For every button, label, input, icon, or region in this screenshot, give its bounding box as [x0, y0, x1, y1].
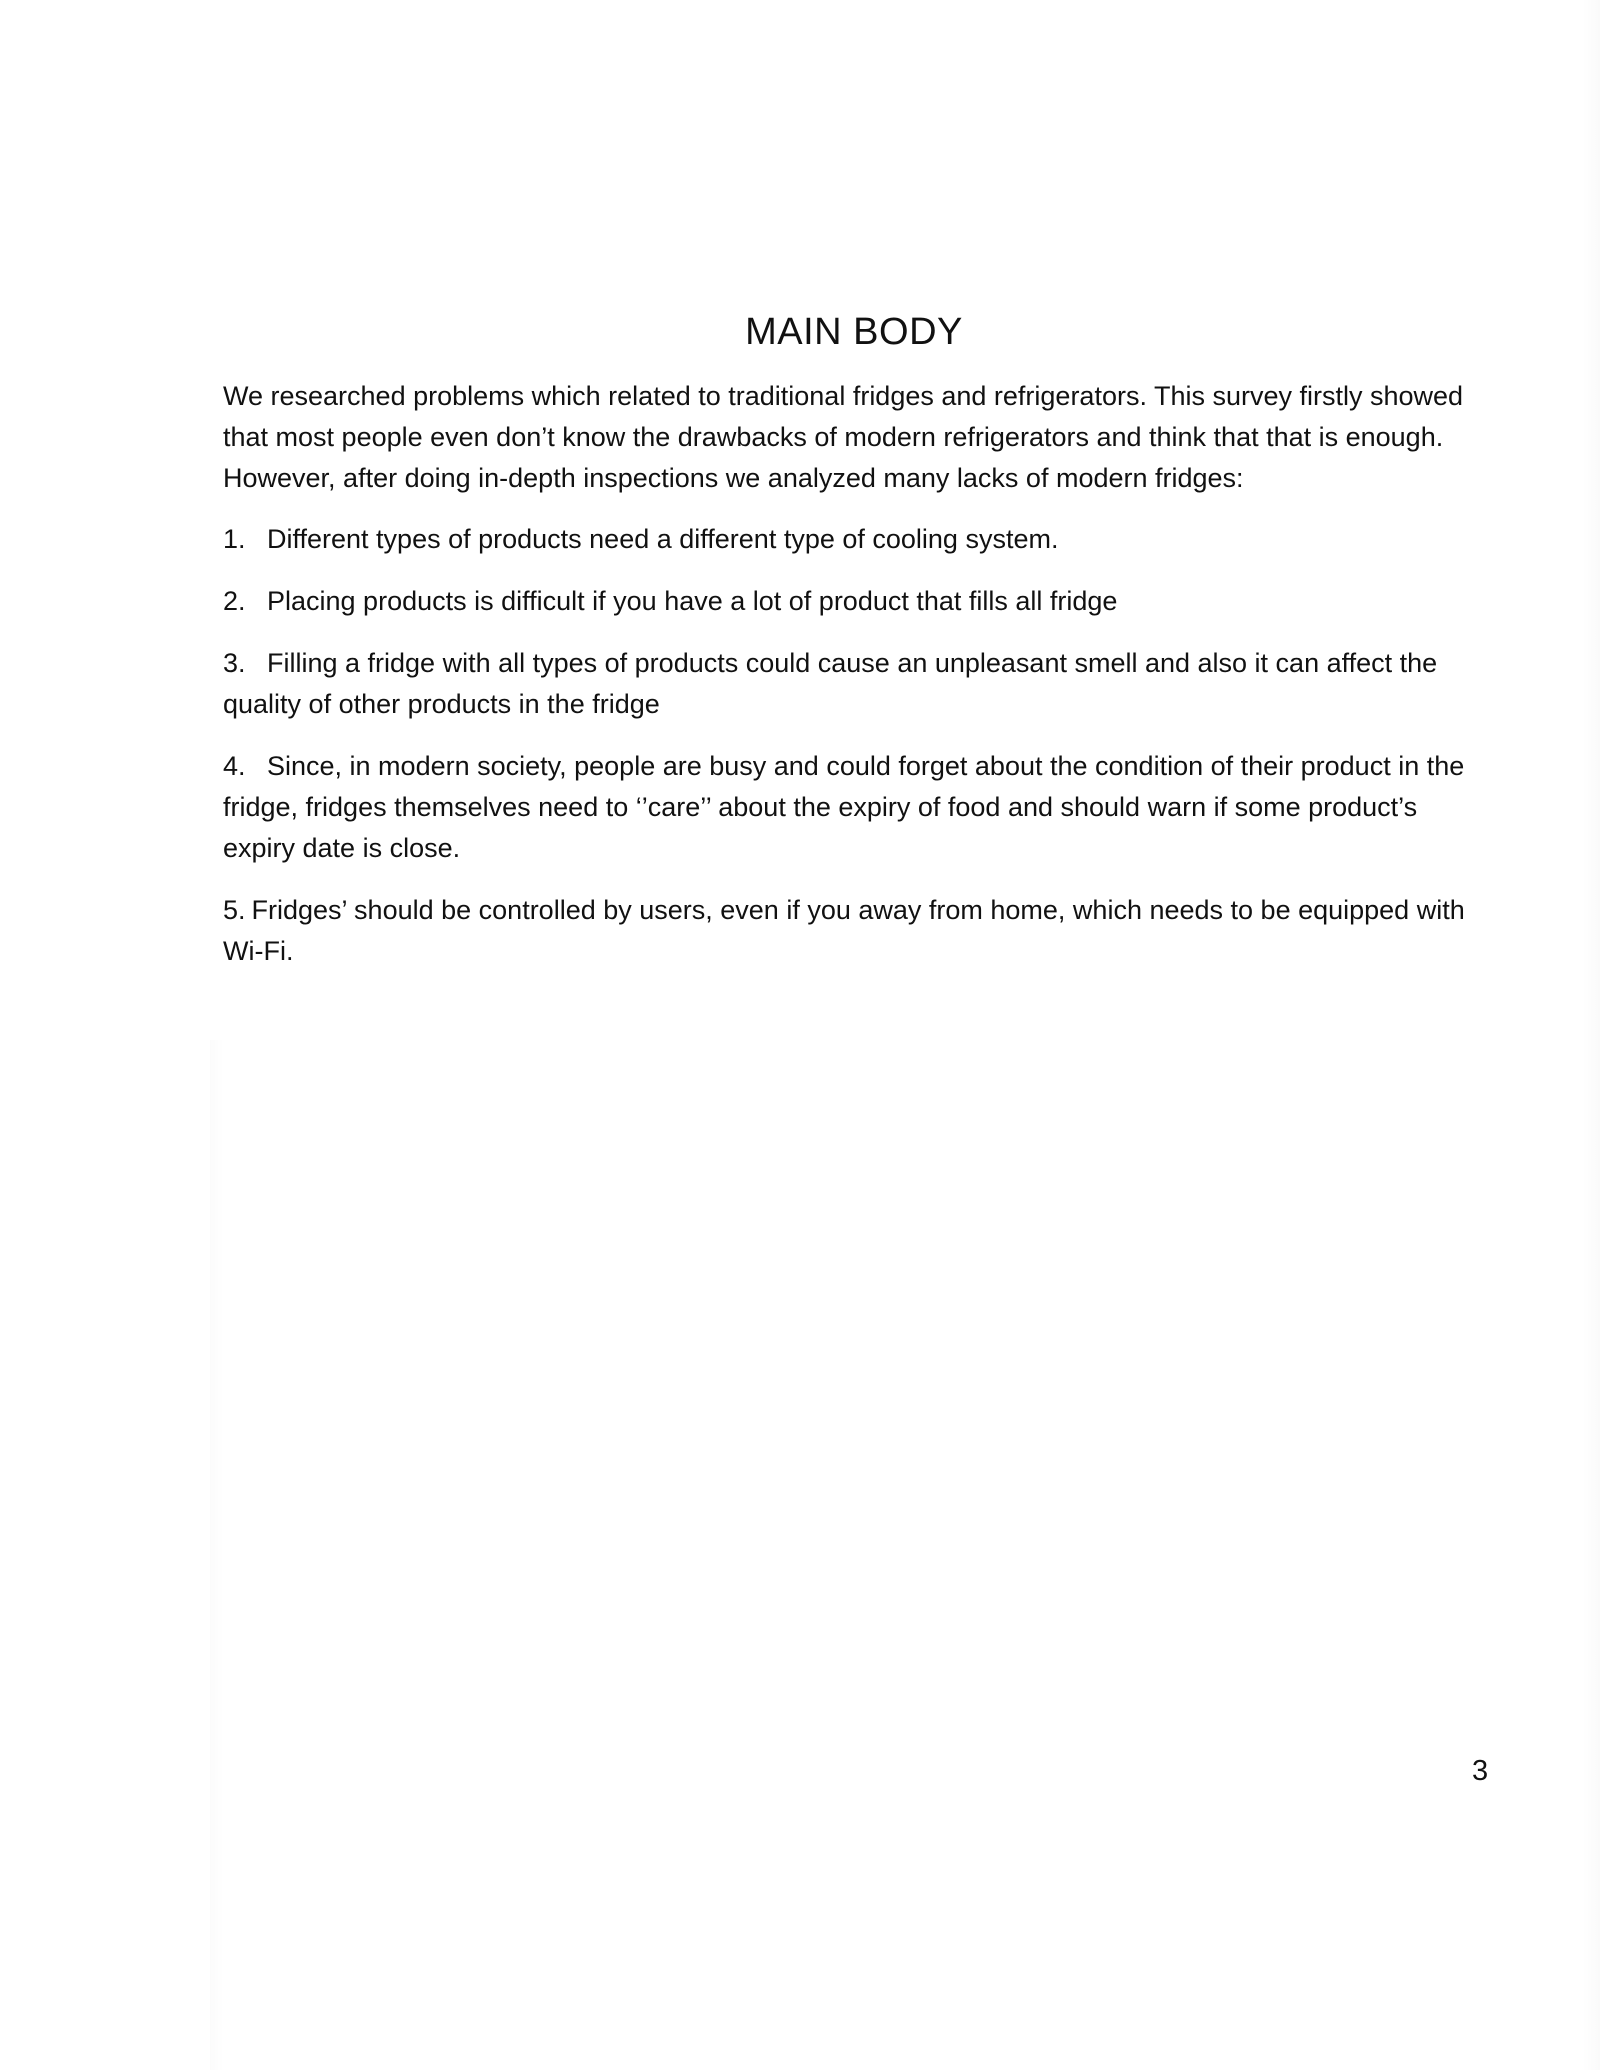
page-number: 3 — [1472, 1755, 1489, 1787]
list-item-2 — [223, 581, 1485, 622]
list-item-1 — [223, 519, 1485, 560]
list-item-3 — [223, 643, 1485, 725]
section-title: MAIN BODY — [745, 311, 963, 353]
page-edge-shadow — [1582, 0, 1600, 2070]
page-shadow — [210, 1040, 224, 2070]
main-body-section — [223, 310, 1485, 993]
list-number: 4. — [223, 750, 246, 781]
list-number: 3. — [223, 647, 246, 678]
list-number: 5. — [223, 894, 246, 925]
list-text: Different types of products need a different type of cooling system. — [267, 523, 1059, 554]
list-text: Fridges’ should be controlled by users, even if you away from home, which needs to be equipped with Wi-Fi. — [223, 894, 1465, 966]
list-item-5 — [223, 890, 1485, 972]
list-item-4 — [223, 746, 1485, 869]
intro-paragraph: We researched problems which related to traditional fridges and refrigerators. This survey firstly showed that most people even don’t know the drawbacks of modern refrigerators and think that that is enough. However, after doing in-depth inspections we analyzed many lacks of modern fridges: — [223, 380, 1464, 493]
list-text: Placing products is difficult if you have a lot of product that fills all fridge — [267, 585, 1118, 616]
list-number: 2. — [223, 585, 246, 616]
list-text: Since, in modern society, people are busy and could forget about the condition of their product in the fridge, fridges themselves need to ‘’care’’ about the expiry of food and should warn if some product’s expiry date is close. — [223, 750, 1465, 863]
list-text: Filling a fridge with all types of products could cause an unpleasant smell and also it can affect the quality of other products in the fridge — [223, 647, 1438, 719]
list-number: 1. — [223, 523, 246, 554]
